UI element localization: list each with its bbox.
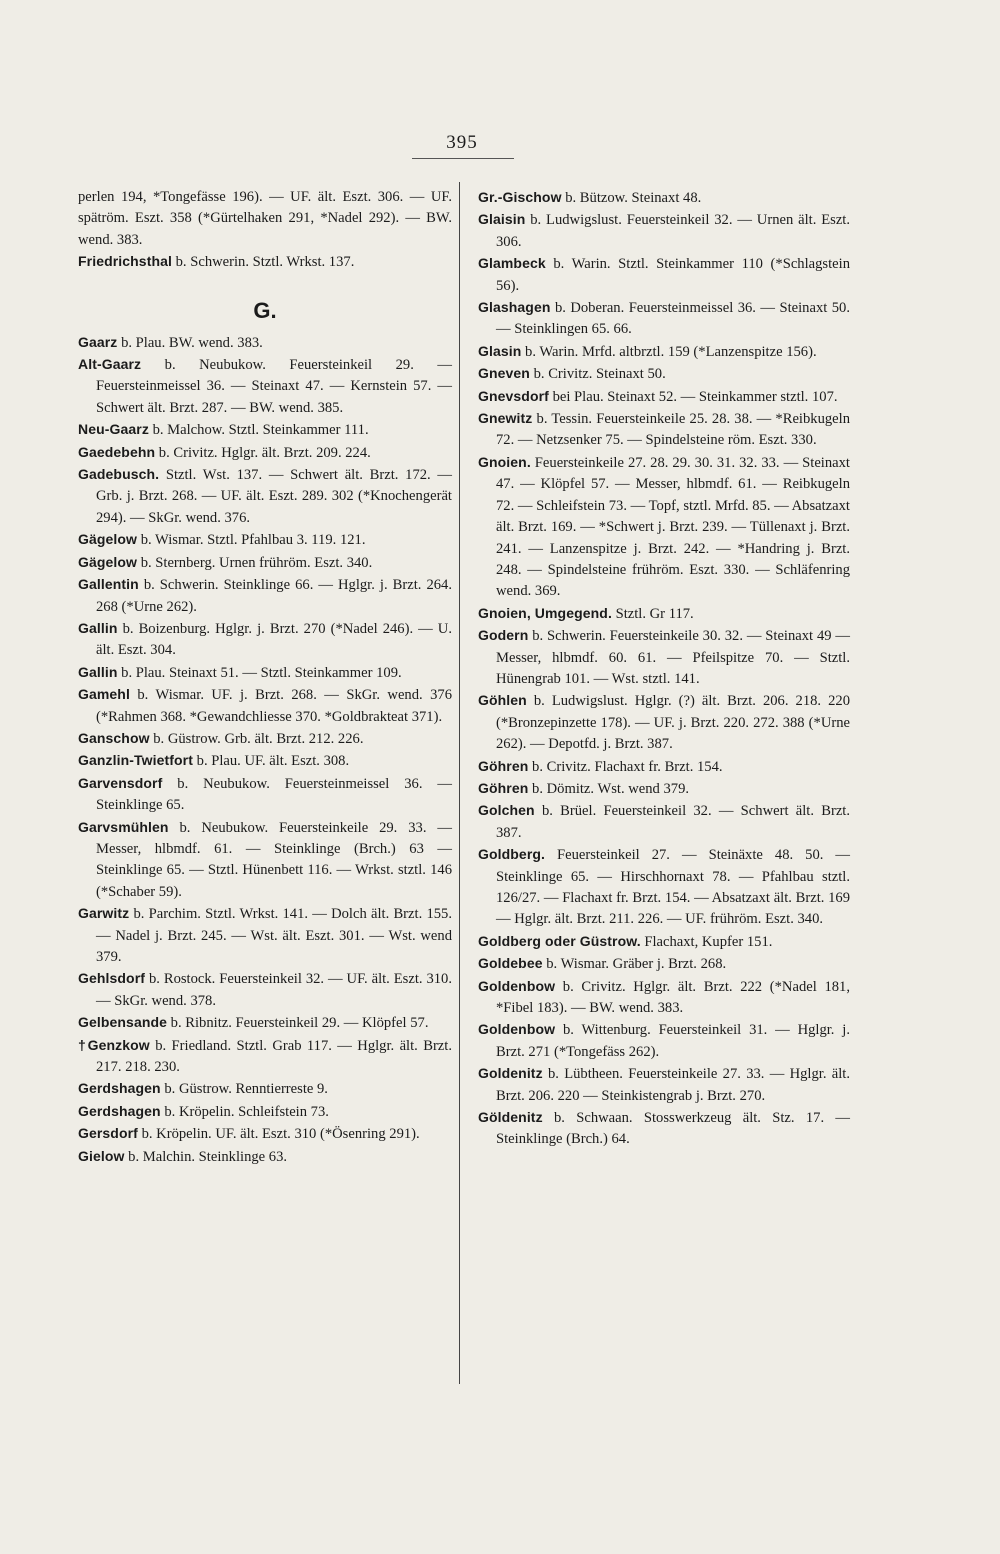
entry-headword: Gnewitz: [478, 410, 533, 427]
index-entry: [78, 354, 452, 419]
entry-text: b. Güstrow. Renntierreste 9.: [160, 1081, 328, 1098]
entry-headword: Ganzlin-Twietfort: [78, 752, 193, 769]
entry-text: Feuersteinkeile 27. 28. 29. 30. 31. 32. 33. — Steinaxt 47. — Klöpfel 57. — Messer, hlbmdf. 61. — Reibkugeln 72. — Schleifstein 73. — Topf, stztl. Mrfd. 85. — Absatzaxt ält. Brzt. 169. — *Schwert j. Brzt. 239. — Tüllenaxt j. Brzt. 241. — Lanzenspitze j. Brzt. 242. — *Handring j. Brzt. 248. — Spindelsteine frühröm. Eszt. 330. — Schläfenring wend. 369.: [496, 454, 850, 600]
entry-text: b. Schwerin. Steinklinge 66. — Hglgr. j. Brzt. 264. 268 (*Urne 262).: [96, 577, 452, 615]
entry-text: b. Brüel. Feuersteinkeil 32. — Schwert ält. Brzt. 387.: [496, 803, 850, 841]
index-entry: [78, 1035, 452, 1079]
entry-headword: Goldenitz: [478, 1065, 543, 1082]
index-entry: [478, 1107, 850, 1151]
entry-headword: Garwitz: [78, 905, 130, 922]
page-number-rule: [412, 158, 514, 159]
entry-headword: Gaarz: [78, 333, 118, 350]
entry-text: b. Warin. Stztl. Steinkammer 110 (*Schlagstein 56).: [496, 256, 850, 294]
index-entry: [78, 529, 452, 551]
entry-headword: Garvensdorf: [78, 774, 163, 791]
index-entry: [78, 773, 452, 817]
entry-text: b. Dömitz. Wst. wend 379.: [528, 780, 690, 797]
entry-text: b. Crivitz. Steinaxt 50.: [529, 366, 666, 383]
index-entry: [478, 778, 850, 800]
index-entry: [478, 1019, 850, 1063]
index-entry: [78, 1101, 452, 1123]
index-entry: [78, 251, 452, 273]
entry-text: b. Neubukow. Feuersteinmeissel 36. — Steinklinge 65.: [96, 775, 452, 814]
index-entry: [78, 684, 452, 728]
entry-text: Stztl. Wst. 137. — Schwert ält. Brzt. 172. — Grb. j. Brzt. 268. — UF. ält. Eszt. 289. 302 (*Knochengerät 294). — SkGr. wend. 376.: [96, 467, 452, 526]
section-letter: G.: [253, 297, 277, 323]
index-entry: [78, 419, 452, 441]
pre-section-entries: [78, 251, 452, 273]
entry-text: b. Wittenburg. Feuersteinkeil 31. — Hglgr. j. Brzt. 271 (*Tongefäss 262).: [496, 1022, 850, 1060]
entry-text: b. Tessin. Feuersteinkeile 25. 28. 38. — *Reibkugeln 72. — Netzsenker 75. — Spindelsteine röm. Eszt. 330.: [496, 411, 850, 449]
entry-text: b. Kröpelin. Schleifstein 73.: [160, 1103, 329, 1120]
index-entry: [478, 341, 850, 363]
entry-headword: Friedrichsthal: [78, 253, 172, 270]
index-entry: [478, 603, 850, 625]
entry-headword: Godern: [478, 627, 529, 644]
index-entry: [478, 756, 850, 778]
index-entry: [78, 1146, 452, 1168]
entry-text: b. Rostock. Feuersteinkeil 32. — UF. ält. Eszt. 310. — SkGr. wend. 378.: [96, 971, 452, 1009]
index-entry: [478, 363, 850, 385]
entry-text: b. Parchim. Stztl. Wrkst. 141. — Dolch ält. Brzt. 155. — Nadel j. Brzt. 245. — Wst. ält. Eszt. 301. — Wst. wend 379.: [96, 906, 452, 965]
index-entry: [478, 386, 850, 408]
entry-headword: Gielow: [78, 1147, 125, 1164]
index-entry: [478, 976, 850, 1020]
entry-headword: Gaedebehn: [78, 443, 156, 460]
entry-headword: †Genzkow: [78, 1036, 150, 1053]
index-entry: [478, 408, 850, 452]
entry-text: b. Ludwigslust. Feuersteinkeil 32. — Urnen ält. Eszt. 306.: [496, 212, 850, 250]
entry-headword: Göhren: [478, 757, 529, 774]
entry-text: b. Wismar. Gräber j. Brzt. 268.: [542, 956, 727, 973]
entry-headword: Glashagen: [478, 299, 551, 316]
right-entries: [478, 187, 850, 1151]
entry-text: b. Crivitz. Hglgr. ält. Brzt. 222 (*Nadel 181, *Fibel 183). — BW. wend. 383.: [496, 978, 850, 1017]
index-entry: [78, 574, 452, 618]
entry-text: b. Malchow. Stztl. Steinkammer 111.: [148, 422, 369, 439]
index-entry: [478, 297, 850, 341]
entry-headword: Gägelow: [78, 553, 138, 570]
index-entry: [478, 800, 850, 844]
entry-text: b. Lübtheen. Feuersteinkeile 27. 33. — Hglgr. ält. Brzt. 206. 220 — Steinkistengrab j. Brzt. 270.: [496, 1066, 850, 1104]
index-entry: [478, 452, 850, 603]
index-entry: [478, 187, 850, 209]
entry-headword: Golchen: [478, 802, 535, 819]
entry-text: Feuersteinkeil 27. — Steinäxte 48. 50. — Steinklinge 65. — Hirschhornaxt 78. — Pfahlbau stztl. 126/27. — Flachaxt fr. Brzt. 154. — Absatzaxt ält. Brzt. 169 — Hglgr. ält. Brzt. 211. 226. — UF. frühröm. Eszt. 340.: [496, 847, 850, 928]
entry-text: b. Plau. UF. ält. Eszt. 308.: [193, 753, 350, 770]
entry-headword: Gadebusch.: [78, 466, 160, 483]
index-entry: [478, 253, 850, 297]
entry-headword: Gnevsdorf: [478, 387, 549, 404]
entry-text: b. Schwerin. Stztl. Wrkst. 137.: [171, 254, 355, 271]
entry-text: b. Malchin. Steinklinge 63.: [124, 1148, 288, 1165]
entry-headword: Goldberg oder Güstrow.: [478, 932, 641, 949]
entry-headword: Gerdshagen: [78, 1080, 161, 1097]
column-divider: [459, 182, 460, 1384]
entry-headword: Garvsmühlen: [78, 818, 169, 835]
entry-headword: Gnoien.: [478, 453, 531, 470]
index-entry: [78, 618, 452, 662]
entry-headword: Gallentin: [78, 576, 139, 593]
entry-text: b. Wismar. UF. j. Brzt. 268. — SkGr. wend. 376 (*Rahmen 368. *Gewandchliesse 370. *Goldbrakteat 371).: [96, 687, 452, 725]
entry-headword: Göhlen: [478, 692, 527, 709]
entry-headword: Glaisin: [478, 211, 526, 228]
index-entry: [78, 728, 452, 750]
entry-text: b. Doberan. Feuersteinmeissel 36. — Steinaxt 50. — Steinklingen 65. 66.: [496, 300, 850, 338]
index-entry: [78, 552, 452, 574]
entry-headword: Glambeck: [478, 255, 546, 272]
entry-text: b. Boizenburg. Hglgr. j. Brzt. 270 (*Nadel 246). — U. ält. Eszt. 304.: [96, 620, 452, 659]
entry-headword: Gelbensande: [78, 1014, 168, 1031]
entry-text: b. Güstrow. Grb. ält. Brzt. 212. 226.: [149, 730, 364, 747]
entry-headword: Gersdorf: [78, 1125, 138, 1142]
left-column: [78, 187, 452, 1168]
entry-text: b. Crivitz. Flachaxt fr. Brzt. 154.: [528, 758, 723, 775]
entry-headword: Gneven: [478, 365, 530, 382]
entry-text: Stztl. Gr 117.: [611, 605, 694, 622]
entry-text: bei Plau. Steinaxt 52. — Steinkammer stztl. 107.: [548, 388, 838, 405]
index-entry: [478, 625, 850, 690]
entry-headword: Alt-Gaarz: [78, 356, 142, 373]
index-entry: [478, 844, 850, 931]
entry-headword: Gamehl: [78, 686, 130, 703]
index-entry: [78, 1078, 452, 1100]
index-entry: [78, 1123, 452, 1145]
page-number: 395: [446, 132, 478, 153]
entry-headword: Goldenbow: [478, 977, 556, 994]
index-entry: [78, 903, 452, 968]
entry-headword: Göhren: [478, 779, 529, 796]
index-entry: [78, 1012, 452, 1034]
entry-headword: Gr.-Gischow: [478, 189, 562, 205]
entry-text: b. Neubukow. Feuersteinkeil 29. — Feuersteinmeissel 36. — Steinaxt 47. — Kernstein 57. — Schwert ält. Brzt. 287. — BW. wend. 385.: [96, 357, 452, 416]
entry-text: b. Schwerin. Feuersteinkeile 30. 32. — Steinaxt 49 — Messer, hlbmdf. 60. 61. — Pfeilspitze 70. — Stztl. Hünengrab 101. — Wst. stztl. 141.: [496, 628, 850, 687]
entry-headword: Goldberg.: [478, 846, 546, 863]
entry-text: b. Ludwigslust. Hglgr. (?) ält. Brzt. 206. 218. 220 (*Bronzepinzette 178). — UF. j. Brzt. 220. 272. 388 (*Urne 262). — Depotfd. j. Brzt. 387.: [496, 693, 850, 753]
entry-text: b. Wismar. Stztl. Pfahlbau 3. 119. 121.: [137, 532, 366, 549]
entry-text: b. Schwaan. Stosswerkzeug ält. Stz. 17. — Steinklinge (Brch.) 64.: [496, 1110, 850, 1148]
index-entry: [478, 953, 850, 975]
index-entry: [78, 750, 452, 772]
entry-headword: Glasin: [478, 342, 522, 359]
index-entry: [478, 931, 850, 953]
entry-headword: Göldenitz: [478, 1109, 543, 1126]
index-entry: [78, 968, 452, 1012]
entry-headword: Gallin: [78, 619, 118, 636]
entry-headword: Gägelow: [78, 531, 138, 548]
continuation-text: perlen 194, *Tongefässe 196). — UF. ält. Eszt. 306. — UF. spätröm. Eszt. 358 (*Gürtelhaken 291, *Nadel 292). — BW. wend. 383.: [78, 189, 452, 248]
entry-headword: Gehlsdorf: [78, 970, 146, 987]
entry-headword: Goldebee: [478, 955, 543, 972]
entry-text: b. Neubukow. Feuersteinkeile 29. 33. — Messer, hlbmdf. 61. — Steinklinge (Brch.) 63 — Steinklinge 65. — Stztl. Hünenbett 116. — Wrkst. stztl. 146 (*Schaber 59).: [96, 819, 452, 900]
index-entry: [478, 209, 850, 253]
entry-text: b. Friedland. Stztl. Grab 117. — Hglgr. ält. Brzt. 217. 218. 230.: [96, 1037, 452, 1076]
entry-headword: Gnoien, Umgegend.: [478, 604, 612, 621]
index-entry: [78, 332, 452, 354]
index-entry: [78, 817, 452, 904]
entry-text: b. Plau. Steinaxt 51. — Stztl. Steinkammer 109.: [117, 664, 402, 681]
index-entry: [78, 662, 452, 684]
entry-text: b. Crivitz. Hglgr. ält. Brzt. 209. 224.: [155, 444, 371, 461]
entry-text: b. Bützow. Steinaxt 48.: [561, 190, 702, 206]
entry-text: b. Sternberg. Urnen frühröm. Eszt. 340.: [137, 554, 373, 571]
entry-headword: Gallin: [78, 663, 118, 680]
index-entry: [478, 690, 850, 755]
entry-text: Flachaxt, Kupfer 151.: [640, 933, 773, 950]
entry-text: b. Plau. BW. wend. 383.: [117, 334, 263, 351]
entry-text: b. Kröpelin. UF. ält. Eszt. 310 (*Ösenring 291).: [137, 1126, 420, 1143]
entry-headword: Gerdshagen: [78, 1102, 161, 1119]
left-entries: [78, 332, 452, 1168]
entry-text: b. Warin. Mrfd. altbrztl. 159 (*Lanzenspitze 156).: [521, 343, 817, 360]
entry-headword: Goldenbow: [478, 1021, 556, 1038]
index-entry: [478, 1063, 850, 1107]
entry-headword: Neu-Gaarz: [78, 421, 149, 438]
entry-headword: Ganschow: [78, 729, 150, 746]
index-entry: [78, 464, 452, 529]
right-column: [478, 187, 850, 1151]
entry-text: b. Ribnitz. Feuersteinkeil 29. — Klöpfel 57.: [167, 1015, 429, 1032]
index-entry: [78, 442, 452, 464]
